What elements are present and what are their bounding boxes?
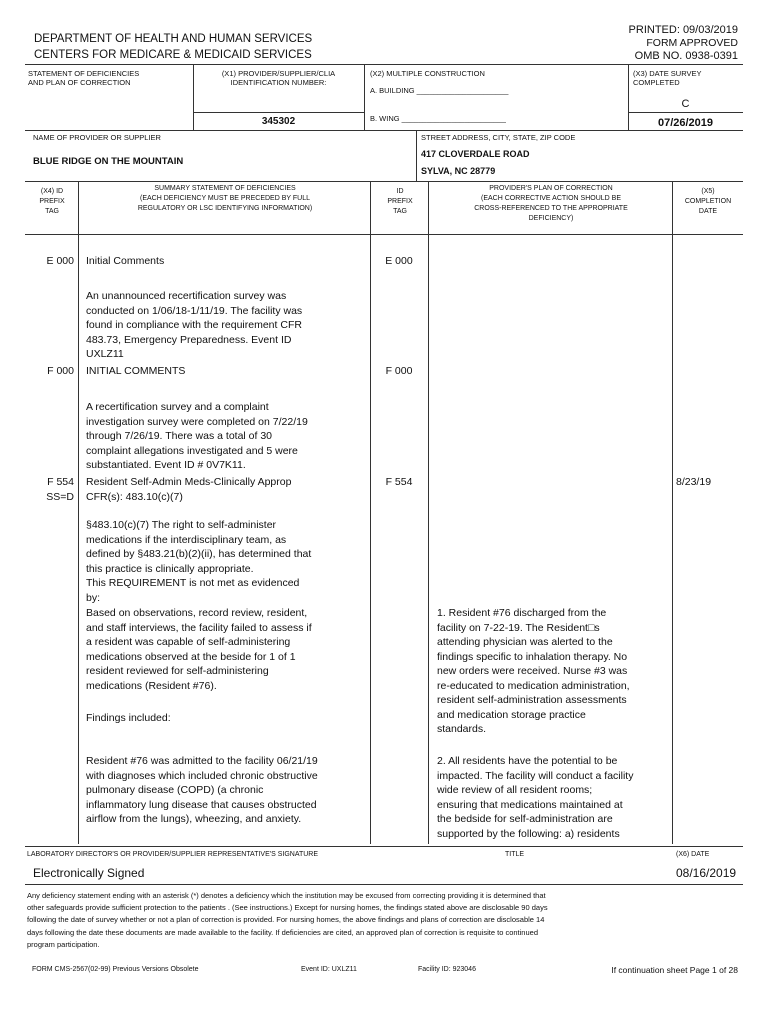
- x5-header: (X5) COMPLETION DATE: [684, 188, 732, 215]
- title-label: TITLE: [505, 851, 525, 858]
- f554-regulation-text: §483.10(c)(7) The right to self-administer medications if the interdisciplinary team, as defined by §483.21(b)(2)(ii), has determined that this practice is clinically appropriate. This REQUIREMENT is not met as evidenced by:: [86, 519, 312, 604]
- printed-date: PRINTED: 09/03/2019: [628, 24, 738, 36]
- date-survey-label: (X3) DATE SURVEY COMPLETED: [633, 69, 702, 87]
- plan-header: PROVIDER'S PLAN OF CORRECTION (EACH CORRECTIVE ACTION SHOULD BE CROSS-REFERENCED TO THE APPROPRIATE DEFICIENCY): [474, 185, 628, 222]
- completion-date: 8/23/19: [676, 476, 712, 488]
- id-f554: F 554: [385, 476, 413, 488]
- tag-f000: F 000: [47, 365, 74, 377]
- building-field: A. BUILDING ______________________: [370, 86, 509, 95]
- f000-body: A recertification survey and a complaint investigation survey were completed on 7/22/19 through 7/26/19. There was a total of 30 complaint allegations investigated and 5 were substantiated. Event ID # 0V7K11.: [86, 401, 308, 471]
- signature-label: LABORATORY DIRECTOR'S OR PROVIDER/SUPPLIER REPRESENTATIVE'S SIGNATURE: [27, 851, 319, 858]
- findings-included: Findings included:: [86, 712, 171, 724]
- provider-id-number: 345302: [261, 116, 296, 127]
- provider-name: BLUE RIDGE ON THE MOUNTAIN: [33, 156, 184, 167]
- survey-code: C: [681, 98, 690, 110]
- statement-label: STATEMENT OF DEFICIENCIES AND PLAN OF CORRECTION: [28, 69, 140, 87]
- survey-completed-date: 07/26/2019: [657, 117, 714, 129]
- f554-title: Resident Self-Admin Meds-Clinically Approp CFR(s): 483.10(c)(7): [86, 476, 292, 503]
- agency-name: CENTERS FOR MEDICARE & MEDICAID SERVICES: [34, 49, 312, 61]
- id-e000: E 000: [385, 255, 413, 267]
- page-indicator: If continuation sheet Page 1 of 28: [611, 965, 738, 975]
- f554-resident-details: Resident #76 was admitted to the facility 06/21/19 with diagnoses which included chronic obstructive pulmonary disease (COPD) (a chronic inflammatory lung disease that causes obstructed airflow from the lungs), wheezing, and anxiety.: [86, 755, 318, 825]
- provider-id-label: (X1) PROVIDER/SUPPLIER/CLIA IDENTIFICATION NUMBER:: [221, 69, 336, 87]
- plan-item-2: 2. All residents have the potential to be impacted. The facility will conduct a facility wide review of all resident rooms; ensuring that medications maintained at the bedside for self-administration are supported by the following: a) residents: [437, 755, 634, 840]
- address-street: 417 CLOVERDALE ROAD: [421, 149, 530, 159]
- plan-item-1: 1. Resident #76 discharged from the facility on 7-22-19. The Resident□s attending physician was alerted to the findings specific to inhalation therapy. No new orders were received. Nurse #3 was re-educated to medication administration, resident self-administration assessments and medication storage practice standards.: [437, 607, 630, 735]
- date-label: (X6) DATE: [676, 851, 710, 858]
- footer-facility-id: Facility ID: 923046: [418, 966, 476, 973]
- form-approved: FORM APPROVED: [646, 37, 738, 49]
- footer-event-id: Event ID: UXLZ11: [301, 966, 357, 973]
- department-name: DEPARTMENT OF HEALTH AND HUMAN SERVICES: [34, 33, 313, 45]
- wing-field: B. WING _________________________: [370, 114, 506, 123]
- id-f000: F 000: [385, 365, 413, 377]
- omb-number: OMB NO. 0938-0391: [634, 50, 738, 62]
- e000-title: Initial Comments: [86, 255, 165, 267]
- summary-header: SUMMARY STATEMENT OF DEFICIENCIES (EACH DEFICIENCY MUST BE PRECEDED BY FULL REGULATORY OR LSC IDENTIFYING INFORMATION): [137, 185, 313, 212]
- tag-f554: F 554: [47, 476, 74, 488]
- address-city: SYLVA, NC 28779: [421, 166, 496, 176]
- f554-finding-summary: Based on observations, record review, resident, and staff interviews, the facility failed to assess if a resident was capable of self-administering medications observed at the beside for 1 of 1 resident reviewed for self-administering medications (Resident #76).: [86, 607, 312, 692]
- signature-date: 08/16/2019: [676, 866, 737, 880]
- tag-e000: E 000: [46, 255, 74, 267]
- signature-value: Electronically Signed: [33, 866, 145, 880]
- footnote: Any deficiency statement ending with an asterisk (*) denotes a deficiency which the institution may be excused from correcting providing it is determined that other safeguards provide sufficient protection to the patients . (See instructions.) Except for nursing homes, the findings stated above are disclosable 90 days following the date of survey whether or not a plan of correction is provided. For nursing homes, the above findings and plans of correction are disclosable 14 days following the date these documents are made available to the facility. If deficiencies are cited, an approved plan of correction is requisite to continued program participation.: [27, 891, 548, 949]
- x4-header: (X4) ID PREFIX TAG: [39, 188, 65, 215]
- provider-name-label: NAME OF PROVIDER OR SUPPLIER: [33, 133, 161, 142]
- f000-title: INITIAL COMMENTS: [86, 365, 186, 377]
- id-header: ID PREFIX TAG: [387, 188, 413, 215]
- multiple-construction-label: (X2) MULTIPLE CONSTRUCTION: [370, 69, 485, 78]
- scope-severity: SS=D: [46, 491, 74, 503]
- e000-body: An unannounced recertification survey was conducted on 1/06/18-1/11/19. The facility was found in compliance with the requirement CFR 483.73, Emergency Preparedness. Event ID UXLZ11: [86, 290, 303, 360]
- form-number: FORM CMS-2567(02-99) Previous Versions Obsolete: [32, 966, 199, 973]
- address-label: STREET ADDRESS, CITY, STATE, ZIP CODE: [421, 133, 576, 142]
